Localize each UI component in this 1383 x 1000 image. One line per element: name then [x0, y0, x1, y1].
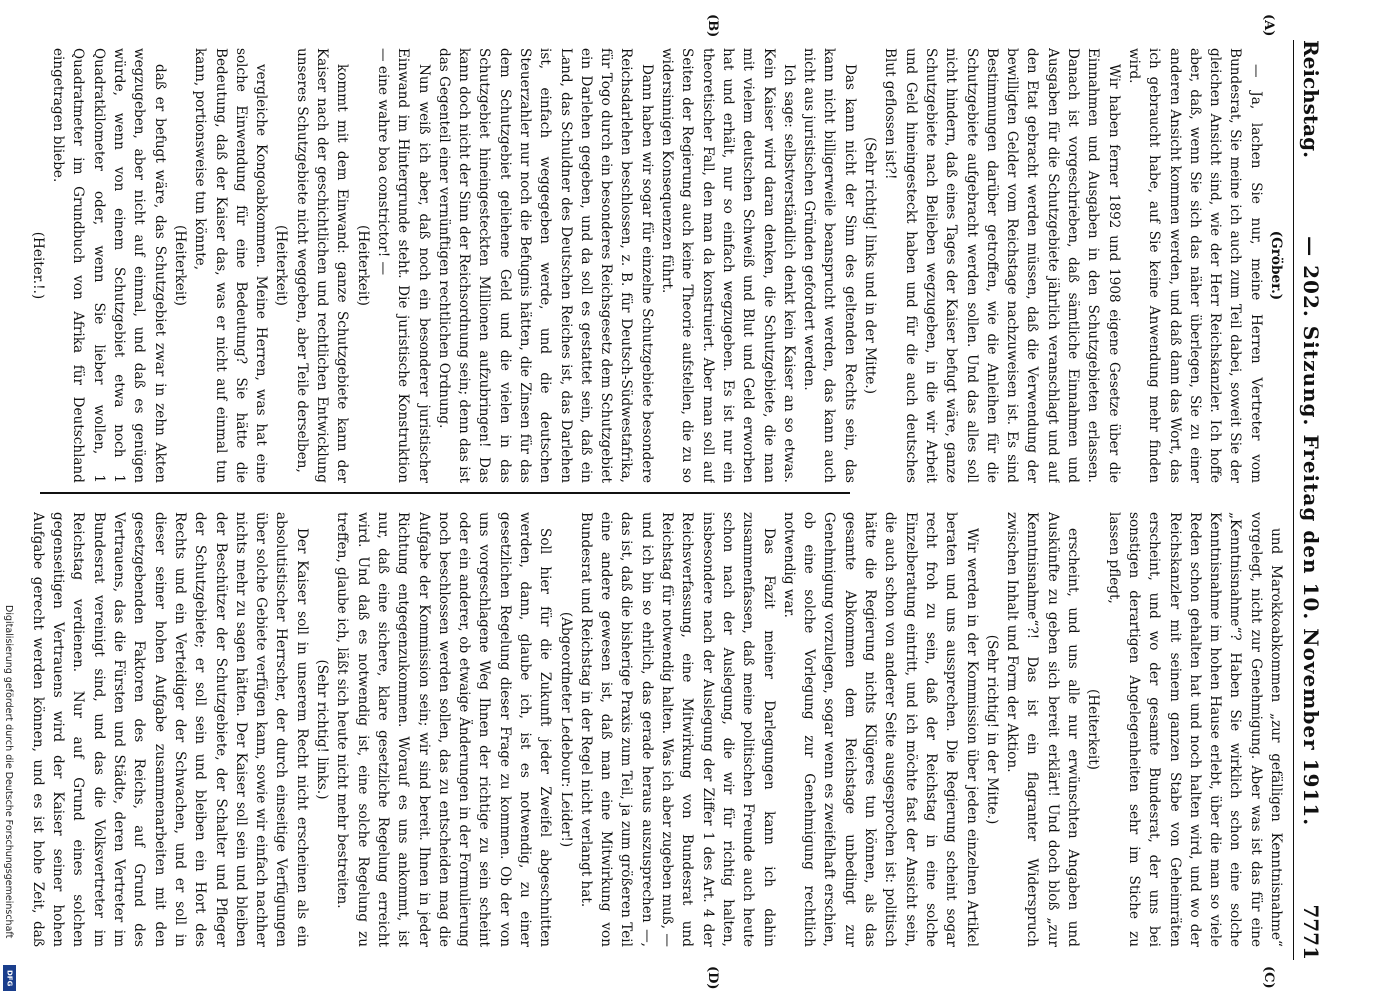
interjection: (Heiter.!.) — [30, 231, 46, 300]
paragraph: kommt mit dem Einwand: ganze Schutzgebiete kann der Kaiser nach der geschichtlichen und rechtlichen Entwicklung unseres Schutzgebiete nicht weggeben, aber Teile derselben, — [293, 48, 351, 483]
margin-marker-c: (C) — [1261, 966, 1276, 989]
speaker-name: (Gröber.) — [1268, 230, 1284, 301]
left-column — [30, 48, 1286, 483]
column-divider — [40, 492, 850, 494]
header-center: — 202. Sitzung. Freitag den 10. November 1911. — [1299, 236, 1323, 827]
header-left: Reichstag. — [1299, 40, 1323, 159]
credit-sidebar — [0, 0, 18, 1000]
paragraph: daß er befugt wäre, das Schutzgebiet zwar in zehn Akten wegzugeben, aber nicht auf einmal, und daß es genügen würde, wenn von einem Schutzgebiet etwa noch 1 Quadratkilometer oder, wenn Sie lieber wollen, 1 Quadratmeter im Grundbuch von Afrika für Deutschland eingetragen bliebe. — [50, 48, 168, 483]
paragraph: Das Fazit meiner Darlegungen kann ich dahin zusammenfassen, daß meine politischen Freunde auch heute schon nach der Auslegung, die wir für richtig halten, insbesondere nach der Auslegung der Ziffer 1 des Art. 4 der Reichsverfassung, eine Mitwirkung von Bundesrat und Reichstag für notwendig halten. Was ich aber zugeben muß, — und ich bin so ehrlich, das gerade heraus auszusprechen —, das ist, daß die bisherige Praxis zum Teil, ja zum größeren Teil eine andere gewesen ist, daß man eine Mitwirkung von Bundesrat und Reichstag in der Regel nicht verlangt hat. — [577, 512, 777, 947]
paragraph: erscheint, und uns alle nur erwünschten Angaben und Auskünfte zu geben sich bereit erklärt! Und doch bloß „zur Kenntnisnahme“?! Das ist ein flagranter Widerspruch zwischen Inhalt und Form der Aktion. — [1004, 512, 1082, 947]
interjection: (Sehr richtig! links und in der Mitte.) — [862, 136, 879, 395]
interjection: (Heiterkeit) — [273, 225, 290, 306]
dfg-logo: DFG — [3, 965, 16, 991]
interjection: (Abgeordneter Ledebour: Leider!) — [557, 611, 574, 848]
paragraph: Wir werden in der Kommission über jeden einzelnen Artikel beraten und uns aussprechen. Die Regierung scheint sogar recht froh zu sein, daß der Reichstag in eine solche Einzelberatung eintritt, und ich möchte fast der Ansicht sein, die auch schon von anderer Seite ausgesprochen ist: politisch hätte die Regierung nichts Klügeres tun können, als das gesamte Abkommen dem Reichstage unbedingt zur Genehmigung vorzulegen, sogar wenn es zweifelhaft erschien, ob eine solche Vorlegung zur Genehmigung rechtlich notwendig war. — [780, 512, 980, 947]
paragraph: Soll hier für die Zukunft jeder Zweifel abgeschnitten werden, dann, glaube ich, ist es notwendig, zu einer gesetzlichen Regelung dieser Frage zu kommen. Ob der von uns vorgeschlagene Weg Ihnen der richtige zu sein scheint oder ein anderer, ob etwaige Änderungen in der Formulierung noch beschlossen werden sollen, das zu entscheiden mag die Aufgabe der Kommission sein; wir sind bereit. Ihnen in jeder Richtung entgegenzukommen. Worauf es uns ankommt, ist nur, daß eine sichere, klare gesetzliche Regelung erreicht wird. Und daß es notwendig ist, eine solche Regelung zu treffen, glaube ich, läßt sich heute nicht mehr bestreiten. — [334, 512, 554, 947]
interjection: (Heiterkeit) — [354, 225, 371, 306]
paragraph: — Ja, lachen Sie nur, meine Herren Vertreter vom Bundesrat, Sie meine ich auch zum Teil dabei, soweit Sie der gleichen Ansicht sind, wie der Herr Reichskanzler. Ich hoffe aber, daß, wenn Sie sich das näher überlegen, Sie zu einer anderen Ansicht kommen werden, und daß dann das Wort, das ich gebraucht habe, auf Sie keine Anwendung mehr finden wird. — [1125, 48, 1264, 483]
paragraph: Wir haben ferner 1892 und 1908 eigene Gesetze über die Einnahmen und Ausgaben in den Schutzgebieten erlassen. Danach ist vorgeschrieben, daß sämtliche Einnahmen und Ausgaben für die Schutzgebiete jährlich veranschlagt und auf den Etat gebracht werden müssen, daß die Verwendung der bewilligten Gelder vom Reichstage nachzuweisen ist. Es sind Bestimmungen darüber getroffen, wie die Anleihen für die Schutzgebiete aufgebracht werden sollen. Und das alles soll nicht hindern, daß eines Tages der Kaiser befugt wäre, ganze Schutzgebiete nach Belieben wegzugeben, in die wir Arbeit und Geld hineingesteckt haben und für die auch deutsches Blut geflossen ist?! — [882, 48, 1122, 483]
page-number: 7771 — [1299, 904, 1323, 960]
paragraph: Nun weiß ich aber, daß noch ein besonderer juristischer Einwand im Hintergrunde steht. Die juristische Konstruktion — eine wahre boa constrictor! — — [374, 48, 432, 483]
interjection: (Heiterkeit) — [1085, 689, 1102, 770]
paragraph: Ich sage: selbstverständlich denkt kein Kaiser an so etwas. Kein Kaiser wird daran denken, die Schutzgebiete, die man mit vielem deutschen Schweiß und Blut und Geld erworben hat und erhält, nur so einfach wegzugeben. Es ist nur ein theoretischer Fall, den man da konstruiert. Aber man soll auf Seiten der Regierung auch keine Theorie aufstellen, die zu so widersinnigen Konsequenzen führt. — [659, 48, 797, 483]
interjection: (Sehr richtig! links.) — [314, 659, 331, 800]
scanned-page — [20, 0, 1340, 1000]
right-column — [30, 512, 1286, 947]
header-rule — [1293, 40, 1294, 960]
margin-marker-b: (B) — [705, 14, 720, 38]
paragraph: und Marokkoabkommen „zur gefälligen Kenntnisnahme“ vorgelegt, nicht zur Genehmigung. Aber was ist das für eine „Kenntnisnahme“? Haben Sie wirklich schon eine solche Kenntnisnahme im hohen Hause erlebt, über die man so viele Reden schon gehalten hat und noch halten wird, und wo der Reichskanzler mit seinem ganzen Stabe von Geheimräten erscheint, und wo der gesamte Bundesrat, der uns bei sonstigen derartigen Angelegenheiten sehr im Stiche zu lassen pflegt, — [1105, 512, 1284, 947]
paragraph: Der Kaiser soll in unserem Recht nicht erscheinen als ein absolutistischer Herrscher, der durch einseitige Verfügungen über solche Gebiete verfügen kann, sowie wir einfach nachher nichts mehr zu sagen hätten. Der Kaiser soll sein und bleiben der Beschützer der Schutzgebiete, der Schalter und Pfleger der Schutzgebiete; er soll sein und bleiben ein Hort des Rechts und ein Verteidiger der Schwachen, und er soll in dieser seiner hohen Aufgabe zusammenarbeiten mit den gesetzgebenden Faktoren des Reichs, auf Grund des Vertrauens, das die Fürsten und Städte, deren Vertreter im Bundesrat vereinigt sind, und das die Volksvertreter im Reichstag verdienen. Nur auf Grund eines solchen gegenseitigen Vertrauens wird der Kaiser seiner hohen Aufgabe gerecht werden können, und es ist hohe Zeit, daß — [30, 512, 310, 947]
margin-marker-a: (A) — [1261, 14, 1276, 37]
paragraph: vergleiche Kongoabkommen. Meine Herren, was hat eine solche Einwendung für eine Bedeutung? Sie hätte die Bedeutung, daß der Kaiser das, was er nicht auf einmal tun kann, portionsweise tun könnte, — [192, 48, 270, 483]
credit-text: Digitalisierung gefördert durch die Deutsche Forschungsgemeinschaft — [3, 605, 14, 939]
page-header — [1296, 40, 1326, 960]
interjection: (Sehr richtig! in der Mitte.) — [983, 634, 1000, 825]
interjection: (Heiterkeit) — [171, 225, 188, 306]
margin-marker-d: (D) — [705, 966, 720, 990]
paragraph: Dann haben wir sogar für einzelne Schutzgebiete besondere Reichsdarlehen beschlossen, z. B. für Deutsch-Südwestafrika, für Togo durch ein besonderes Reichsgesetz dem Schutzgebiet ein Darlehen gegeben, und da soll es gestattet sein, daß ein Land, das Schuldner des Deutschen Reiches ist, das Darlehen ist, einfach weggegeben werde, und die deutschen Steuerzahler nur noch die Befugnis hätten, die Zinsen für das dem Schutzgebiet geliehene Geld und die vielen in das Schutzgebiet hineingesteckten Millionen aufzubringen! Das kann doch nicht der Sinn der Reichsordnung sein; denn das ist das Gegenteil einer vernünftigen rechtlichen Ordnung. — [435, 48, 655, 483]
paragraph: Das kann nicht der Sinn des geltenden Rechts sein, das kann nicht billigerweile beansprucht werden, das kann auch nicht aus juristischen Gründen gefordert werden. — [801, 48, 858, 483]
